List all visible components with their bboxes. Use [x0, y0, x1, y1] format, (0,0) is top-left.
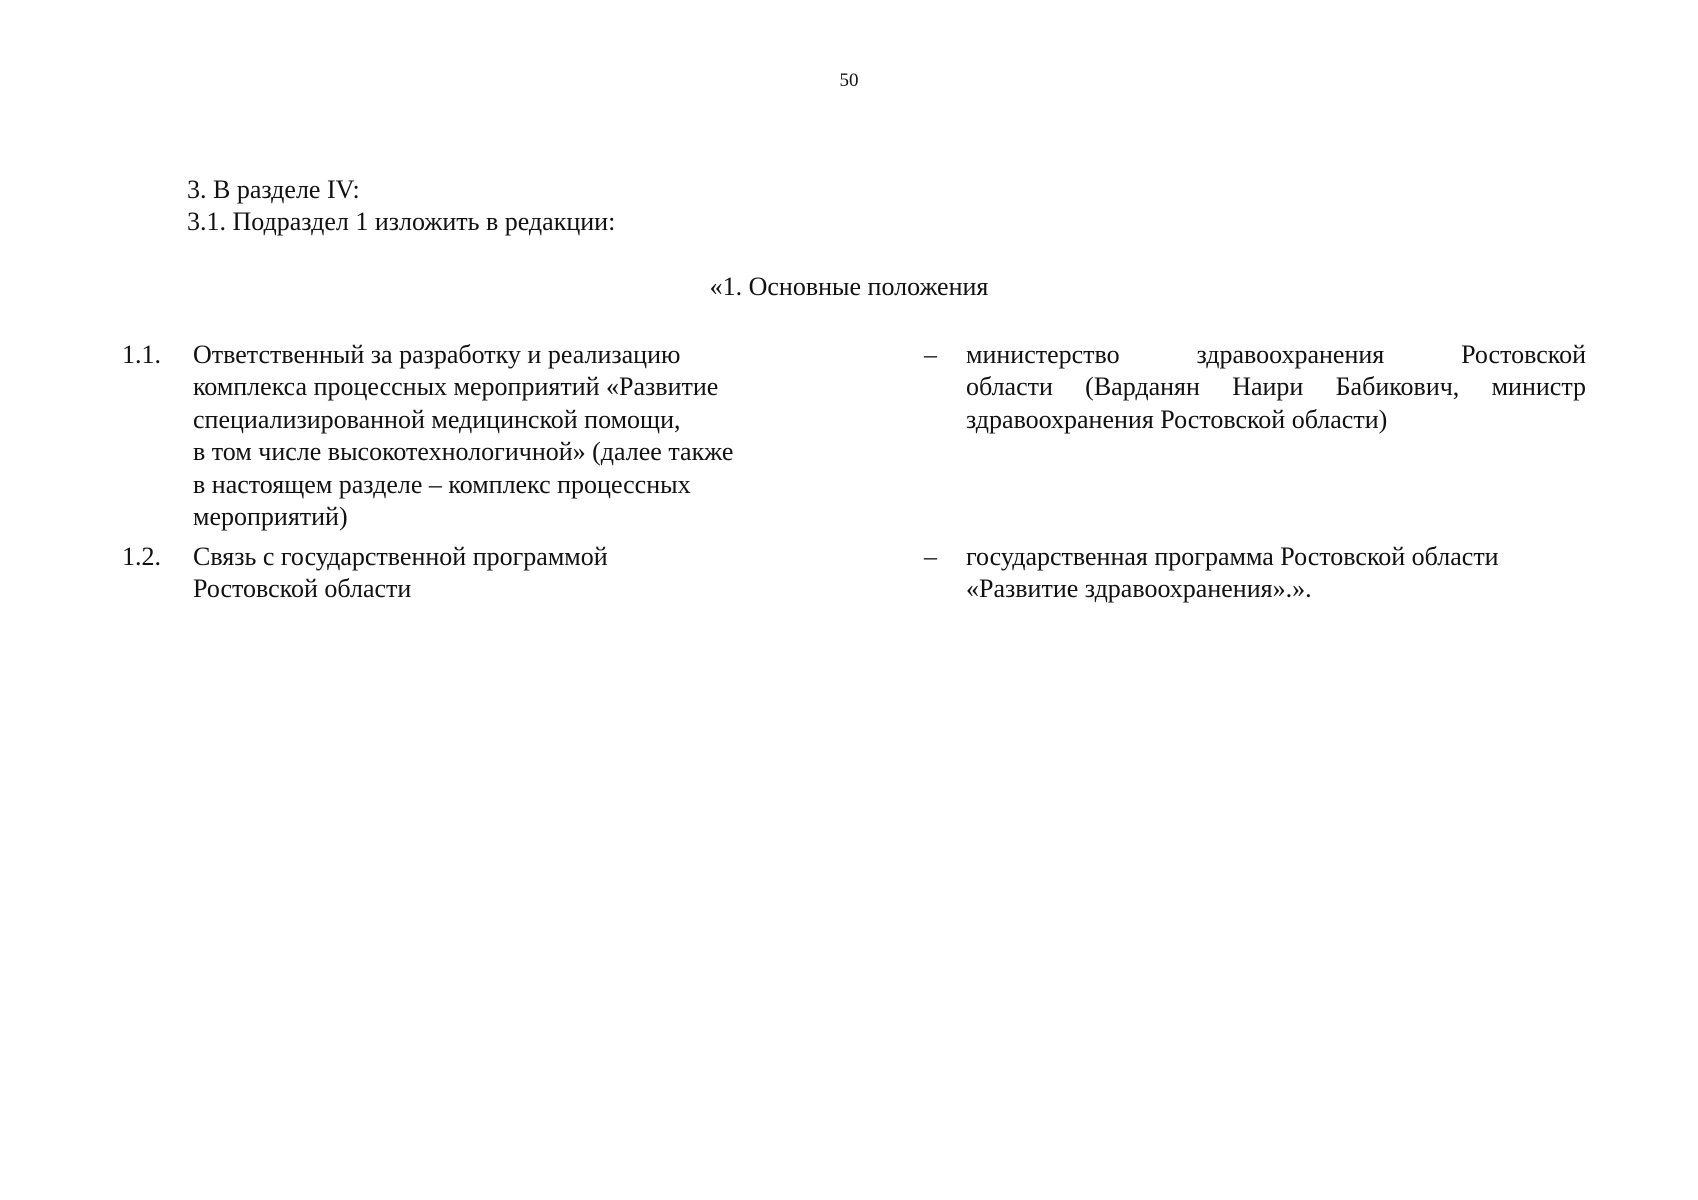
row-label: Ответственный за разработку и реализацию комплекса процессных мероприятий «Развитие специализированной медицинской помощи, в том числе высокотехнологичной» (далее также в настоящем разделе – комплекс процессных мероприятий) [193, 340, 734, 532]
section-heading: «1. Основные положения [709, 272, 989, 301]
row-value-line: области (Варданян Наири Бабикович, министр [966, 372, 1586, 402]
row-number: 1.1. [122, 340, 161, 369]
row-value: государственная программа Ростовской области «Развитие здравоохранения».». [966, 542, 1499, 604]
row-dash: – [924, 340, 937, 369]
row-value [966, 339, 1586, 436]
row-number: 1.2. [122, 542, 161, 571]
page-number: 50 [839, 70, 859, 91]
row-value-line: министерство здравоохранения Ростовской [966, 340, 1586, 369]
row-label: Связь с государственной программой Ростовской области [193, 542, 608, 604]
row-value-line: здравоохранения Ростовской области) [966, 404, 1388, 434]
row-dash: – [924, 542, 937, 571]
paragraph-subsection-1: 3.1. Подраздел 1 изложить в редакции: [187, 207, 616, 236]
paragraph-section-iv: 3. В разделе IV: [187, 175, 360, 204]
